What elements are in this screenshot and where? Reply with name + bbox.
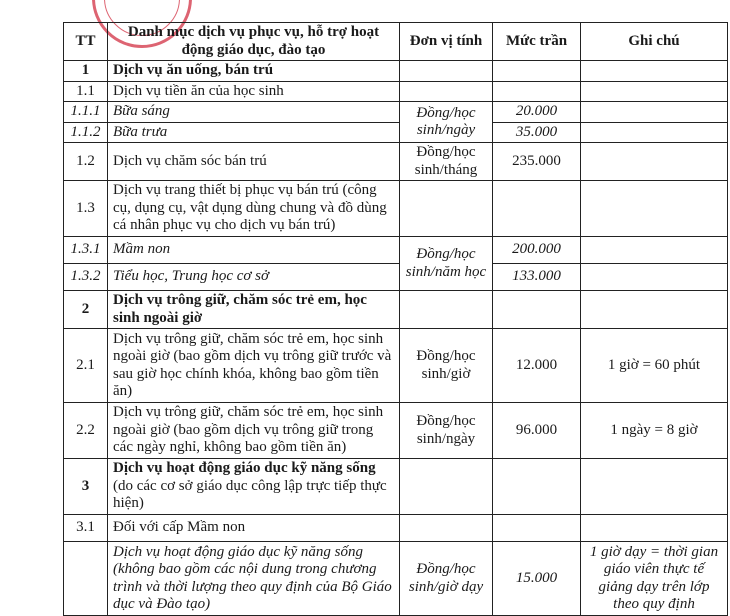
row-tt: 1.3.1 [64, 237, 108, 264]
row-tt: 3.1 [64, 515, 108, 542]
row-name: Dịch vụ trông giữ, chăm sóc trẻ em, học sinh ngoài giờ (bao gồm dịch vụ trông giữ trong các ngày nghỉ, không bao gồm tiền ăn) [108, 403, 400, 459]
row-price: 35.000 [493, 122, 581, 143]
row-unit: Đồng/học sinh/ngày [400, 403, 493, 459]
table-row [64, 403, 728, 459]
row-note: 1 giờ = 60 phút [581, 329, 728, 403]
row-name: Tiểu học, Trung học cơ sở [108, 264, 400, 291]
table-row [64, 61, 728, 82]
row-unit: Đồng/học sinh/tháng [400, 143, 493, 181]
table-row [64, 291, 728, 329]
table-row [64, 102, 728, 123]
row-name: Dịch vụ trang thiết bị phục vụ bán trú (công cụ, dụng cụ, vật dụng dùng chung và đồ dùng cá nhân phục vụ cho dịch vụ bán trú) [108, 181, 400, 237]
row-price: 20.000 [493, 102, 581, 123]
row-note: 1 ngày = 8 giờ [581, 403, 728, 459]
row-name: Đối với cấp Mầm non [108, 515, 400, 542]
row-tt: 2.2 [64, 403, 108, 459]
row-name: Bữa sáng [108, 102, 400, 123]
row-name: Dịch vụ trông giữ, chăm sóc trẻ em, học sinh ngoài giờ (bao gồm dịch vụ trông giữ trước và sau giờ học chính khóa, không bao gồm tiền ăn) [108, 329, 400, 403]
row-unit: Đồng/học sinh/ngày [400, 102, 493, 143]
header-price: Mức trần [493, 23, 581, 61]
row-price: 200.000 [493, 237, 581, 264]
fee-table [63, 22, 728, 616]
row-tt: 3 [64, 459, 108, 515]
row-tt: 1 [64, 61, 108, 82]
row-name: Dịch vụ trông giữ, chăm sóc trẻ em, học sinh ngoài giờ [108, 291, 400, 329]
row-price: 235.000 [493, 143, 581, 181]
row-price: 96.000 [493, 403, 581, 459]
row-name: Bữa trưa [108, 122, 400, 143]
table-row [64, 81, 728, 102]
table-row [64, 181, 728, 237]
row-tt: 2.1 [64, 329, 108, 403]
row-price: 15.000 [493, 542, 581, 616]
row-tt: 1.3.2 [64, 264, 108, 291]
row-name: Dịch vụ hoạt động giáo dục kỹ năng sống (không bao gồm các nội dung trong chương trình và thời lượng theo quy định của Bộ Giáo dục và Đào tạo) [108, 542, 400, 616]
table-row [64, 143, 728, 181]
row-name [108, 459, 400, 515]
row-unit: Đồng/học sinh/giờ [400, 329, 493, 403]
row-tt: 1.1.1 [64, 102, 108, 123]
table-row [64, 542, 728, 616]
table-row [64, 459, 728, 515]
row-unit: Đồng/học sinh/giờ dạy [400, 542, 493, 616]
row-tt: 1.1 [64, 81, 108, 102]
row-tt [64, 542, 108, 616]
header-unit: Đơn vị tính [400, 23, 493, 61]
row-tt: 1.1.2 [64, 122, 108, 143]
table-header-row [64, 23, 728, 61]
row-price: 133.000 [493, 264, 581, 291]
table-row [64, 264, 728, 291]
row-name: Mầm non [108, 237, 400, 264]
table-row [64, 237, 728, 264]
row-unit: Đồng/học sinh/năm học [400, 237, 493, 291]
row-tt: 1.3 [64, 181, 108, 237]
row-note: 1 giờ dạy = thời gian giáo viên thực tế giảng dạy trên lớp theo quy định [581, 542, 728, 616]
row-price: 12.000 [493, 329, 581, 403]
row-name: Dịch vụ chăm sóc bán trú [108, 143, 400, 181]
row-tt: 2 [64, 291, 108, 329]
row-name-rest: (do các cơ sở giáo dục công lập trực tiếp thực hiện) [113, 477, 387, 512]
row-tt: 1.2 [64, 143, 108, 181]
table-row [64, 329, 728, 403]
table-row [64, 515, 728, 542]
row-name-bold: Dịch vụ hoạt động giáo dục kỹ năng sống [113, 460, 376, 477]
header-service: Danh mục dịch vụ phục vụ, hỗ trợ hoạt động giáo dục, đào tạo [108, 23, 400, 61]
row-name: Dịch vụ ăn uống, bán trú [108, 61, 400, 82]
header-tt: TT [64, 23, 108, 61]
row-name: Dịch vụ tiền ăn của học sinh [108, 81, 400, 102]
table-row [64, 122, 728, 143]
header-note: Ghi chú [581, 23, 728, 61]
